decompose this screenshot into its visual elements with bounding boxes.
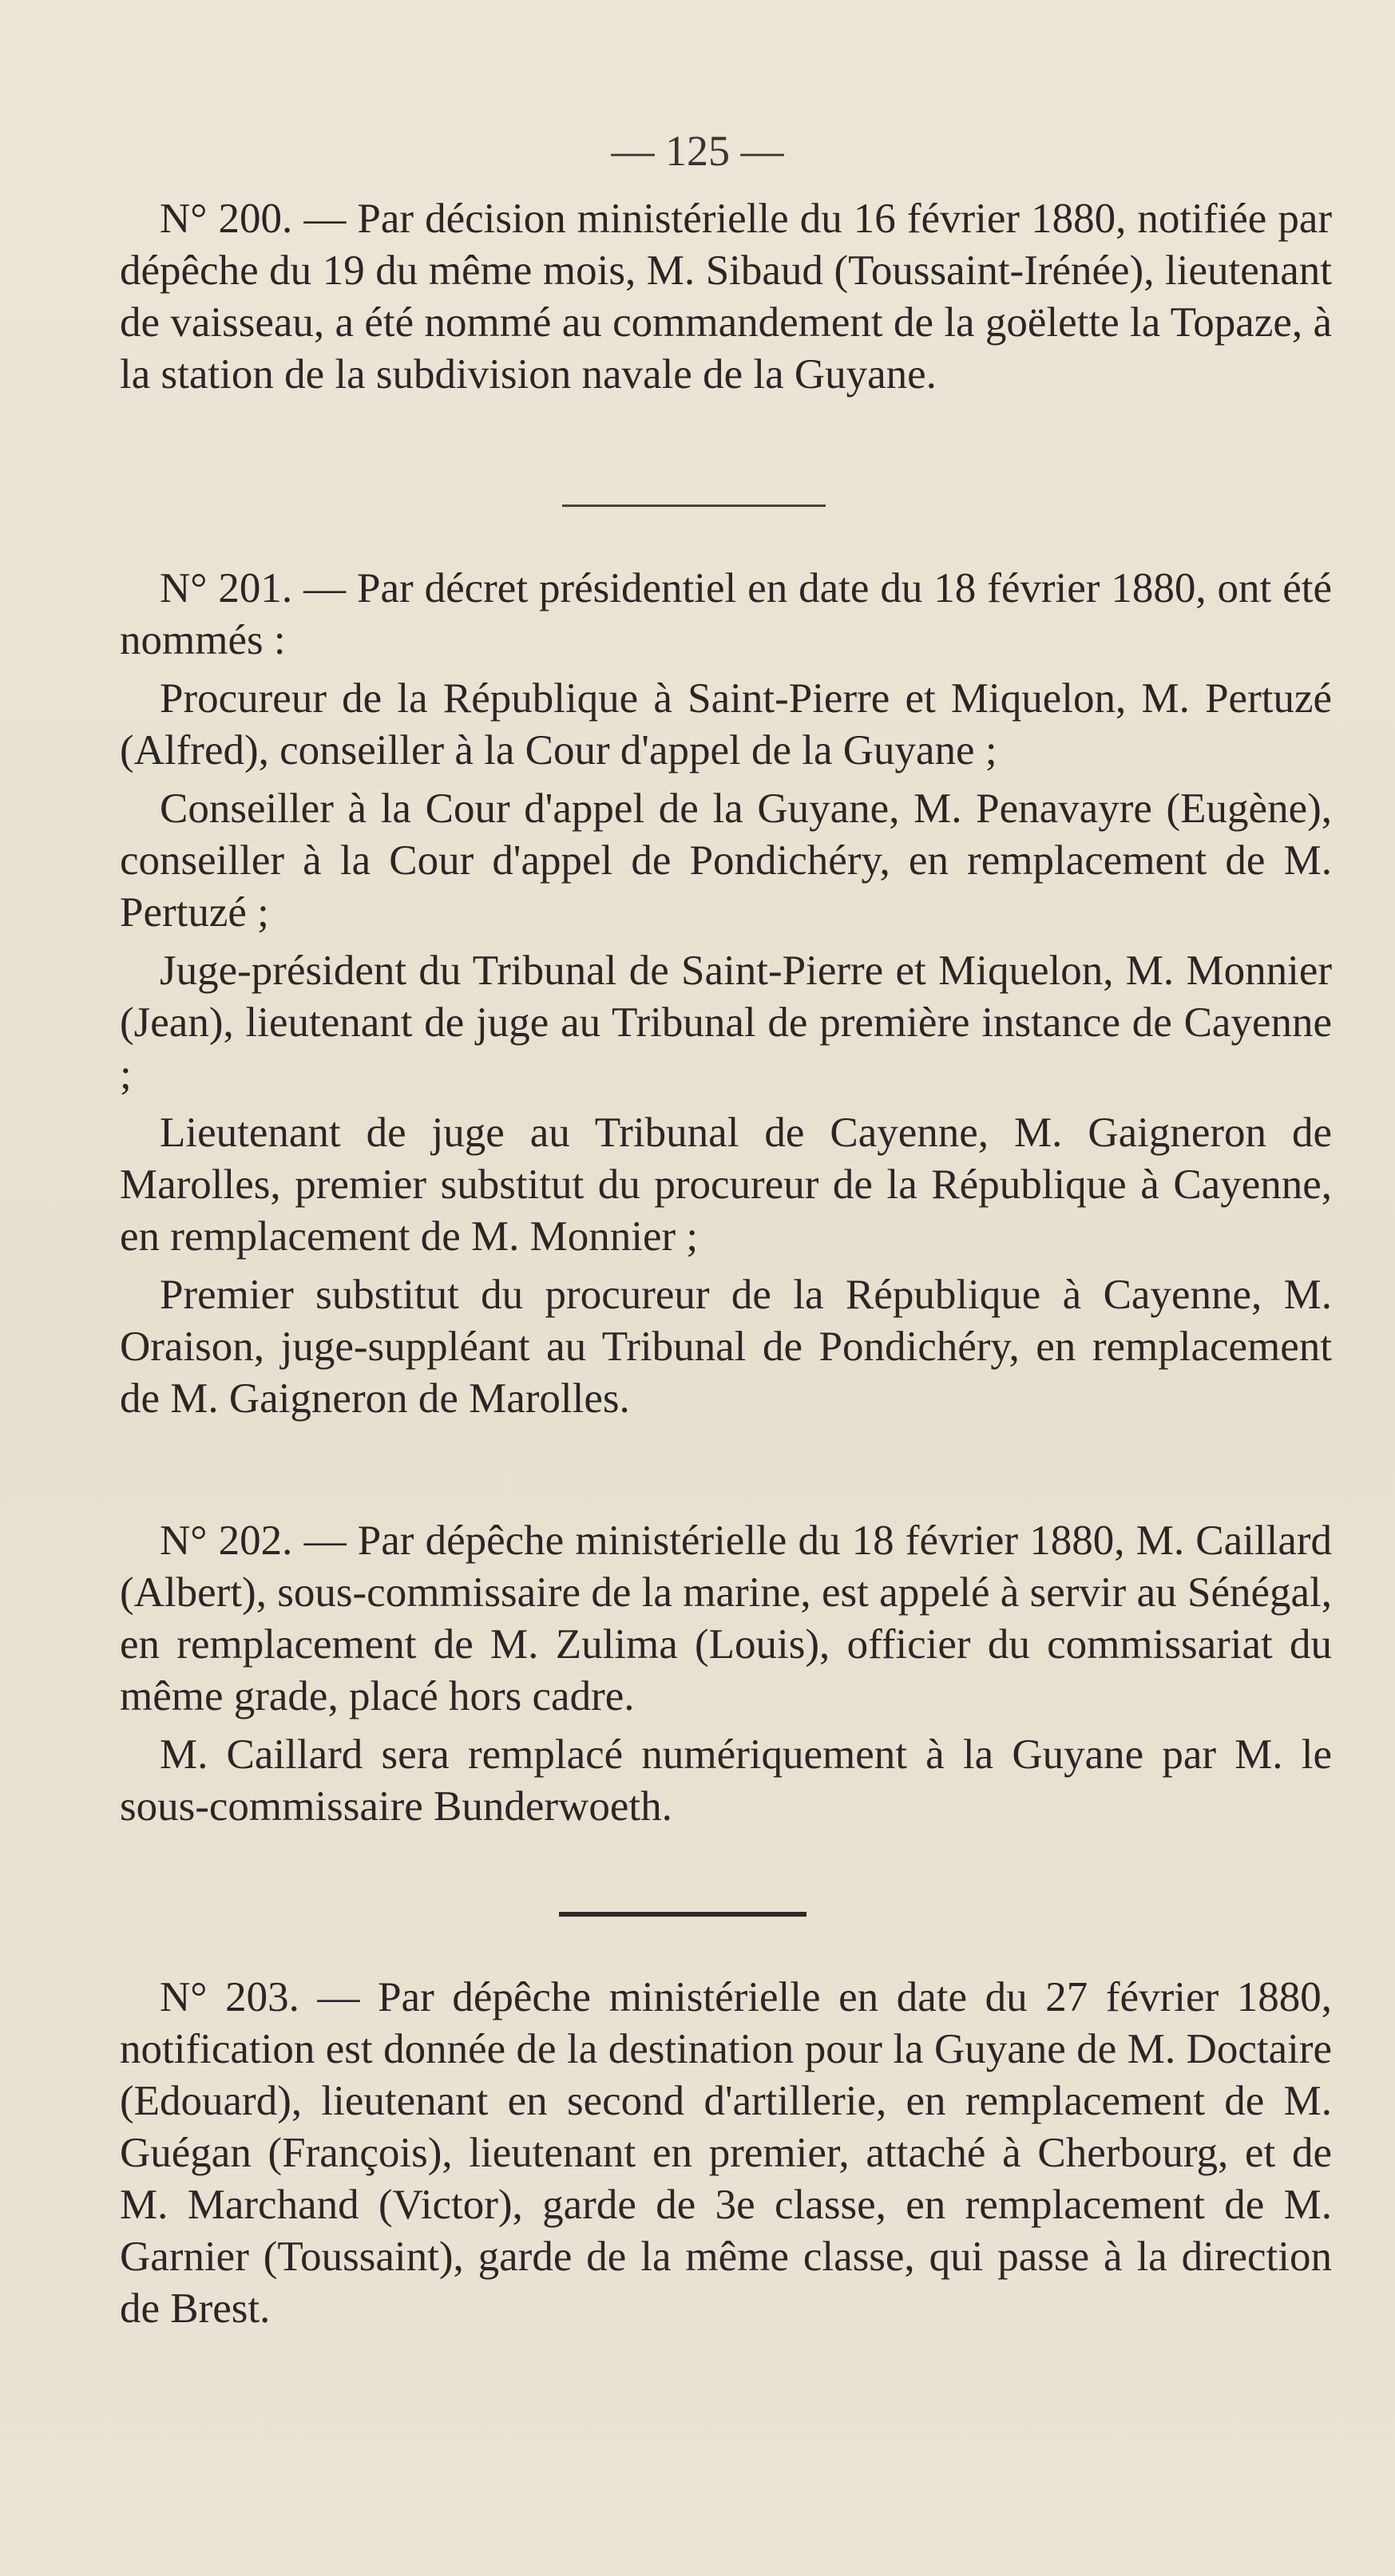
entry-200 — [120, 193, 1332, 401]
entry-200-text: N° 200. — Par décision ministérielle du 16 février 1880, notifiée par dépêche du 19 du même mois, M. Sibaud (Toussaint-Irénée), lieutenant de vaisseau, a été nommé au commandement de la goëlette la Topaze, à la station de la subdivision navale de la Guyane. — [120, 196, 1332, 398]
entry-203-text: N° 203. — Par dépêche ministérielle en date du 27 février 1880, notification est donnée de la destination pour la Guyane de M. Doctaire (Edouard), lieutenant en second d'artillerie, en remplacement de M. Guégan (François), lieutenant en premier, attaché à Cherbourg, et de M. Marchand (Victor), garde de 3e classe, en remplacement de M. Garnier (Toussaint), garde de la même classe, qui passe à la direction de Brest. — [120, 1974, 1332, 2332]
entry-202-paragraph: M. Caillard sera remplacé numériquement à la Guyane par M. le sous-commissaire Bunderwoeth. — [120, 1731, 1332, 1830]
entry-201-paragraph: Premier substitut du procureur de la République à Cayenne, M. Oraison, juge-suppléant au Tribunal de Pondichéry, en remplacement de M. Gaigneron de Marolles. — [120, 1272, 1332, 1422]
entry-201 — [120, 563, 1332, 1425]
entry-203 — [120, 1972, 1332, 2335]
entry-201-paragraph: Procureur de la République à Saint-Pierre et Miquelon, M. Pertuzé (Alfred), conseiller à la Cour d'appel de la Guyane ; — [120, 675, 1332, 774]
section-divider — [562, 505, 826, 507]
page-number: — 125 — — [611, 127, 784, 175]
entry-201-paragraph: Conseiller à la Cour d'appel de la Guyane, M. Penavayre (Eugène), conseiller à la Cour d'appel de Pondichéry, en remplacement de M. Pertuzé ; — [120, 785, 1332, 936]
section-divider — [559, 1912, 806, 1917]
entry-201-intro: N° 201. — Par décret présidentiel en date du 18 février 1880, ont été nommés : — [120, 565, 1332, 663]
entry-202 — [120, 1515, 1332, 1833]
entry-202-text: N° 202. — Par dépêche ministérielle du 18 février 1880, M. Caillard (Albert), sous-commissaire de la marine, est appelé à servir au Sénégal, en remplacement de M. Zulima (Louis), officier du commissariat du même grade, placé hors cadre. — [120, 1518, 1332, 1719]
entry-201-paragraph: Lieutenant de juge au Tribunal de Cayenne, M. Gaigneron de Marolles, premier substitut du procureur de la République à Cayenne, en remplacement de M. Monnier ; — [120, 1110, 1332, 1260]
entry-201-paragraph: Juge-président du Tribunal de Saint-Pierre et Miquelon, M. Monnier (Jean), lieutenant de juge au Tribunal de première instance de Cayenne ; — [120, 948, 1332, 1098]
